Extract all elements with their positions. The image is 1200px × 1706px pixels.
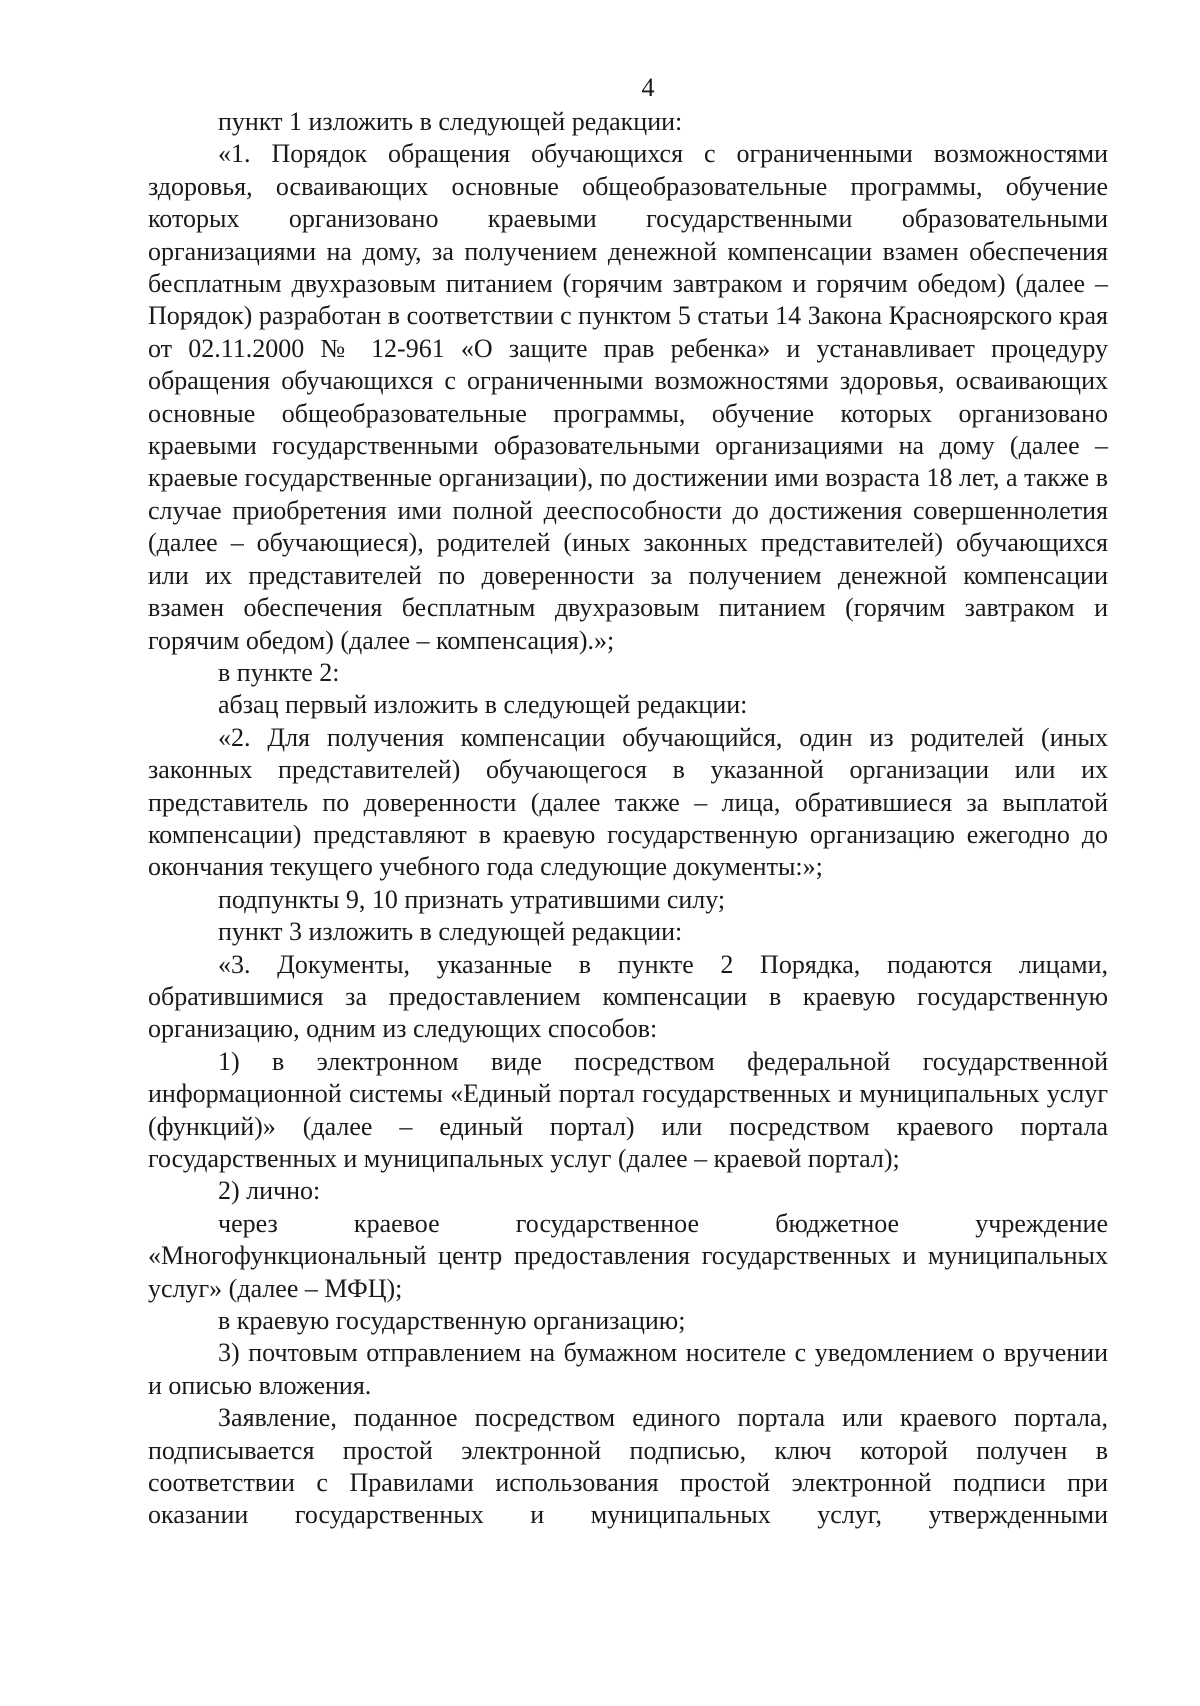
page-number: 4 <box>641 73 655 102</box>
paragraph-14: Заявление, поданное посредством единого портала или краевого портала, подписывается простой электронной подписью, ключ которой получен в соответствии с Правилами использования простой электронной подписи при оказании государственных и муниципальных услуг, утвержденными <box>148 1403 1108 1530</box>
paragraph-8: «3. Документы, указанные в пункте 2 Порядка, подаются лицами, обратившимися за предоставлением компенсации в краевую государственную организацию, одним из следующих способов: <box>148 949 1108 1044</box>
paragraph-1: пункт 1 изложить в следующей редакции: <box>218 107 683 136</box>
paragraph-12: в краевую государственную организацию; <box>218 1306 686 1336</box>
document-body <box>148 106 1108 1532</box>
paragraph-6: подпункты 9, 10 признать утратившими силу; <box>218 884 726 914</box>
paragraph-3: в пункте 2: <box>218 657 340 687</box>
paragraph-4: абзац первый изложить в следующей редакции: <box>218 690 748 720</box>
paragraph-5: «2. Для получения компенсации обучающийся, один из родителей (иных законных представителей) обучающегося в указанной организации или их представитель по доверенности (далее также – лица, обратившиеся за выплатой компенсации) представляют в краевую государственную организацию ежегодно до окончания текущего учебного года следующие документы:»; <box>148 722 1108 882</box>
paragraph-2: «1. Порядок обращения обучающихся с ограниченными возможностями здоровья, осваивающих основные общеобразовательные программы, обучение которых организовано краевыми государственными образовательными организациями на дому, за получением денежной компенсации взамен обеспечения бесплатным двухразовым питанием (горячим завтраком и горячим обедом) (далее – Порядок) разработан в соответствии с пунктом 5 статьи 14 Закона Красноярского края от 02.11.2000 № 12-961 «О защите прав ребенка» и устанавливает процедуру обращения обучающихся с ограниченными возможностями здоровья, осваивающих основные общеобразовательные программы, обучение которых организовано краевыми государственными образовательными организациями на дому (далее – краевые государственные организации), по достижении ими возраста 18 лет, а также в случае приобретения ими полной дееспособности до достижения совершеннолетия (далее – обучающиеся), родителей (иных законных представителей) обучающихся или их представителей по доверенности за получением денежной компенсации взамен обеспечения бесплатным двухразовым питанием (горячим завтраком и горячим обедом) (далее – компенсация).»; <box>148 139 1108 655</box>
paragraph-9: 1) в электронном виде посредством федеральной государственной информационной системы «Единый портал государственных и муниципальных услуг (функций)» (далее – единый портал) или посредством краевого портала государственных и муниципальных услуг (далее – краевой портал); <box>148 1046 1108 1173</box>
paragraph-13: 3) почтовым отправлением на бумажном носителе с уведомлением о вручении и описью вложения. <box>148 1338 1108 1400</box>
paragraph-10: 2) лично: <box>218 1176 321 1206</box>
paragraph-11: через краевое государственное бюджетное учреждение «Многофункциональный центр предоставления государственных и муниципальных услуг» (далее – МФЦ); <box>148 1208 1108 1303</box>
paragraph-7: пункт 3 изложить в следующей редакции: <box>218 917 683 947</box>
